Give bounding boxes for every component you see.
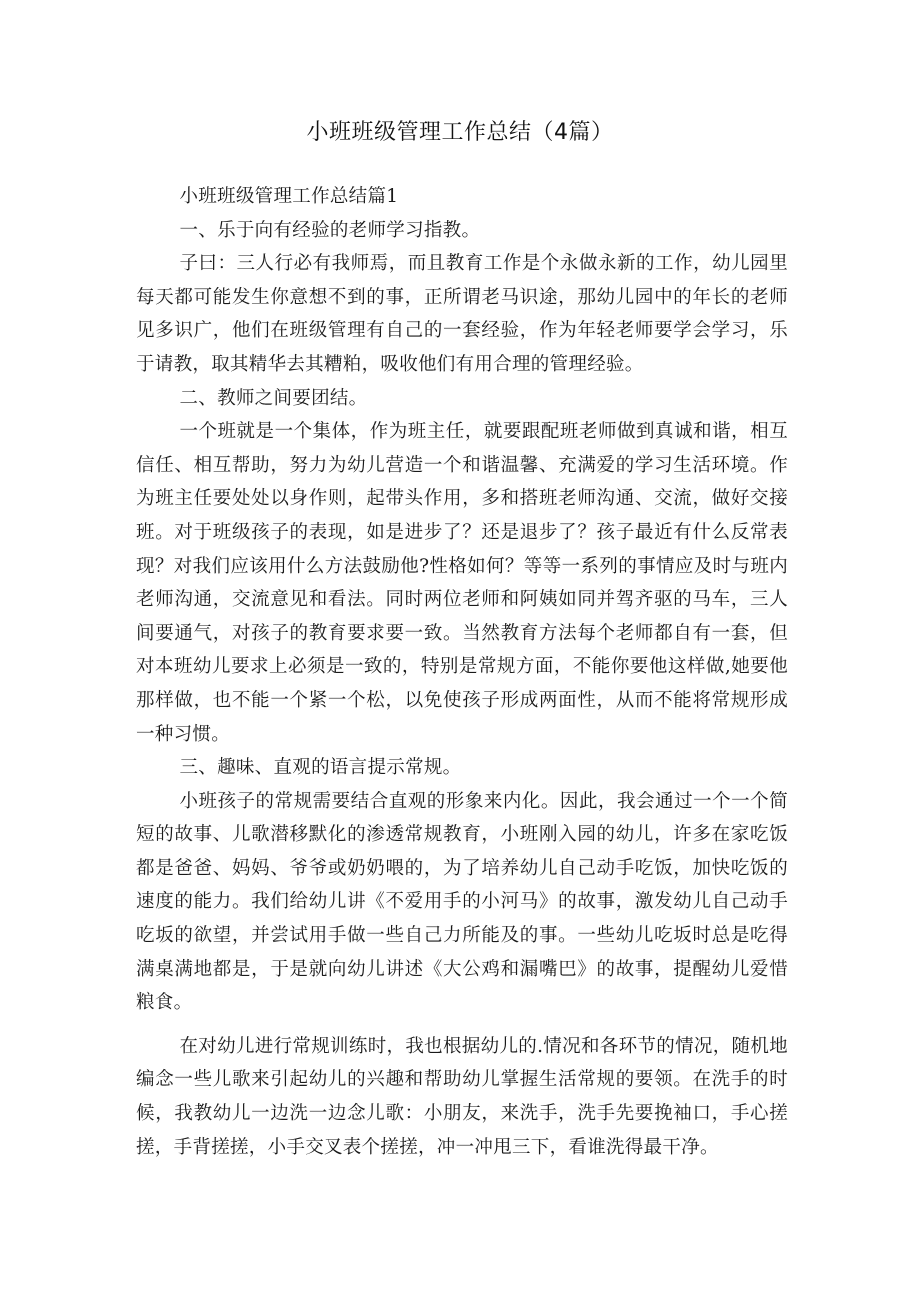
document-title: 小班班级管理工作总结（4篇） (306, 120, 614, 145)
paragraph: 小班孩子的常规需要结合直观的形象来内化。因此，我会通过一个一个简短的故事、儿歌潜移默化的渗透常规教育，小班刚入园的幼儿，许多在家吃饭都是爸爸、妈妈、爷爷或奶奶喂的，为了培养幼儿自己动手吃饭，加快吃饭的速度的能力。我们给幼儿讲《不爱用手的小河马》的故事，激发幼儿自己动手吃坂的欲望，并尝试用手做一些自己力所能及的事。一些幼儿吃坂时总是吃得满桌满地都是，于是就向幼儿讲述《大公鸡和漏嘴巴》的故事，提醒幼儿爱惜粮食。 (136, 790, 788, 1014)
paragraph: 一个班就是一个集体，作为班主任，就要跟配班老师做到真诚和谐，相互信任、相互帮助，努力为幼儿营造一个和谐温馨、充满爱的学习生活环境。作为班主任要处处以身作则，起带头作用，多和搭班老师沟通、交流，做好交接班。对于班级孩子的表现，如是进步了？还是退步了？孩子最近有什么反常表现？对我们应该用什么方法鼓励他?性格如何？等等一系列的事情应及时与班内老师沟通，交流意见和看法。同时两位老师和阿姨如同并驾齐驱的马车，三人间要通气，对孩子的教育要求要一致。当然教育方法每个老师都自有一套，但对本班幼儿要求上必须是一致的，特别是常规方面，不能你要他这样做,她要他那样做，也不能一个紧一个松，以免使孩子形成两面性，从而不能将常规形成一种习惯。 (136, 421, 788, 745)
paragraph: 子曰：三人行必有我师焉，而且教育工作是个永做永新的工作，幼儿园里每天都可能发生你意想不到的事，正所谓老马识途，那幼儿园中的年长的老师见多识广，他们在班级管理有自己的一套经验，作为年轻老师要学会学习，乐于请教，取其精华去其糟粕，吸收他们有用合理的管理经验。 (136, 253, 788, 375)
subheading-2: 二、教师之间要团结。 (179, 387, 368, 409)
section-heading: 小班班级管理工作总结篇1 (179, 186, 399, 207)
subheading-1: 一、乐于向有经验的老师学习指教。 (179, 219, 481, 241)
document-body (136, 180, 788, 1164)
subheading-3: 三、趣味、直观的语言提示常规。 (179, 757, 462, 779)
paragraph: 在对幼儿进行常规训练时，我也根据幼儿的.情况和各环节的情况，随机地编念一些儿歌来引起幼儿的兴趣和帮助幼儿掌握生活常规的要领。在洗手的时候，我教幼儿一边洗一边念儿歌：小朋友，来洗手，洗手先要挽袖口，手心搓搓，手背搓搓，小手交叉表个搓搓，冲一冲甩三下，看谁洗得最干净。 (136, 1035, 788, 1158)
